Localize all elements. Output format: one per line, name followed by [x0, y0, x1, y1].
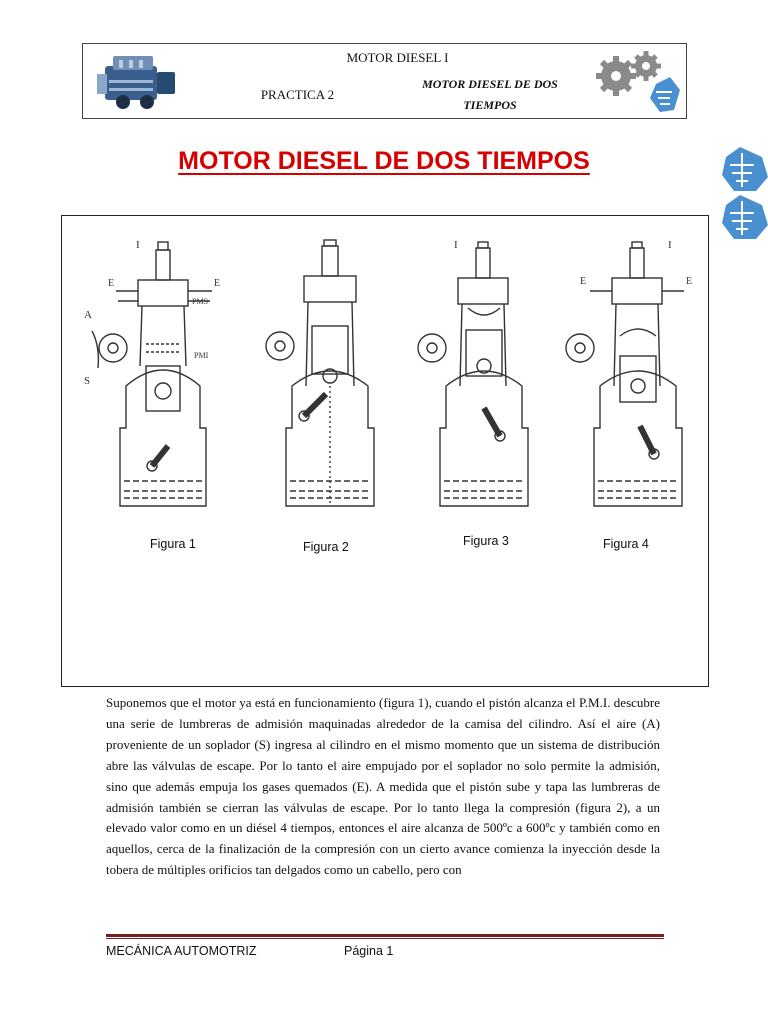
course-title: MOTOR DIESEL I	[346, 50, 449, 65]
gears-icon	[590, 44, 686, 118]
pmi-label: PMI	[194, 351, 209, 360]
exhaust-label-1a: E	[108, 278, 115, 289]
practice-number: PRACTICA 2	[260, 87, 335, 102]
page-number: Página 1	[344, 944, 394, 958]
header-table	[82, 43, 687, 119]
figure-2-label: Figura 2	[303, 540, 349, 554]
intake-label: A	[84, 309, 92, 321]
footer-rule	[106, 934, 664, 937]
exhaust-label-4a: E	[580, 276, 587, 287]
engine-logo	[83, 44, 205, 118]
practice-topic: MOTOR DIESEL DE DOS TIEMPOS	[422, 77, 558, 112]
exhaust-label-4b: E	[686, 276, 693, 287]
pms-label: PMS	[192, 297, 209, 306]
figure-3-label: Figura 3	[463, 534, 509, 548]
figure-2-diagram	[234, 236, 384, 536]
gears-logo	[590, 44, 686, 118]
body-paragraph: Suponemos que el motor ya está en funcionamiento (figura 1), cuando el pistón alcanza el P.M.I. descubre una serie de lumbreras de admisión maquinadas alrededor de la camisa del cilindro. Así el aire (A) proveniente de un soplador (S) ingresa al cilindro en el mismo momento que un sistema de distribución abre las válvulas de escape. Por lo tanto el aire empujado por el soplador no solo permite la admisión, sino que además empuja los gases quemados (E). A medida que el pistón sube y tapa las lumbreras de admisión también se cierran las válvulas de escape. Por lo tanto llega la compresión (figura 2), a un elevado valor como en un diésel 4 tiempos, entonces el aire alcanza de 500ºc a 600ºc y también como en aquellos, cerca de la finalización de la compresión con un cierto avance comienza la inyección desde la tobera de múltiples orificios tan delgados como un cabello, pero con	[106, 695, 660, 878]
figure-4-label: Figura 4	[603, 537, 649, 551]
injector-label-3: I	[454, 239, 458, 251]
figure-4-diagram	[550, 236, 700, 536]
engine-cycle-figure	[61, 215, 709, 687]
circuit-badge-icon	[718, 145, 768, 241]
injector-label-4: I	[668, 239, 672, 251]
blower-label: S	[84, 375, 91, 387]
footer-subject: MECÁNICA AUTOMOTRIZ	[106, 944, 257, 958]
exhaust-label-1b: E	[214, 278, 221, 289]
document-title: MOTOR DIESEL DE DOS TIEMPOS	[178, 147, 590, 175]
figure-3-diagram	[392, 236, 542, 536]
footer-rule-thin	[106, 938, 664, 939]
side-logos	[718, 145, 768, 241]
figure-1-label: Figura 1	[150, 537, 196, 551]
engine-icon	[83, 44, 203, 118]
injector-label-1: I	[136, 239, 140, 251]
figure-1-diagram	[76, 236, 226, 536]
